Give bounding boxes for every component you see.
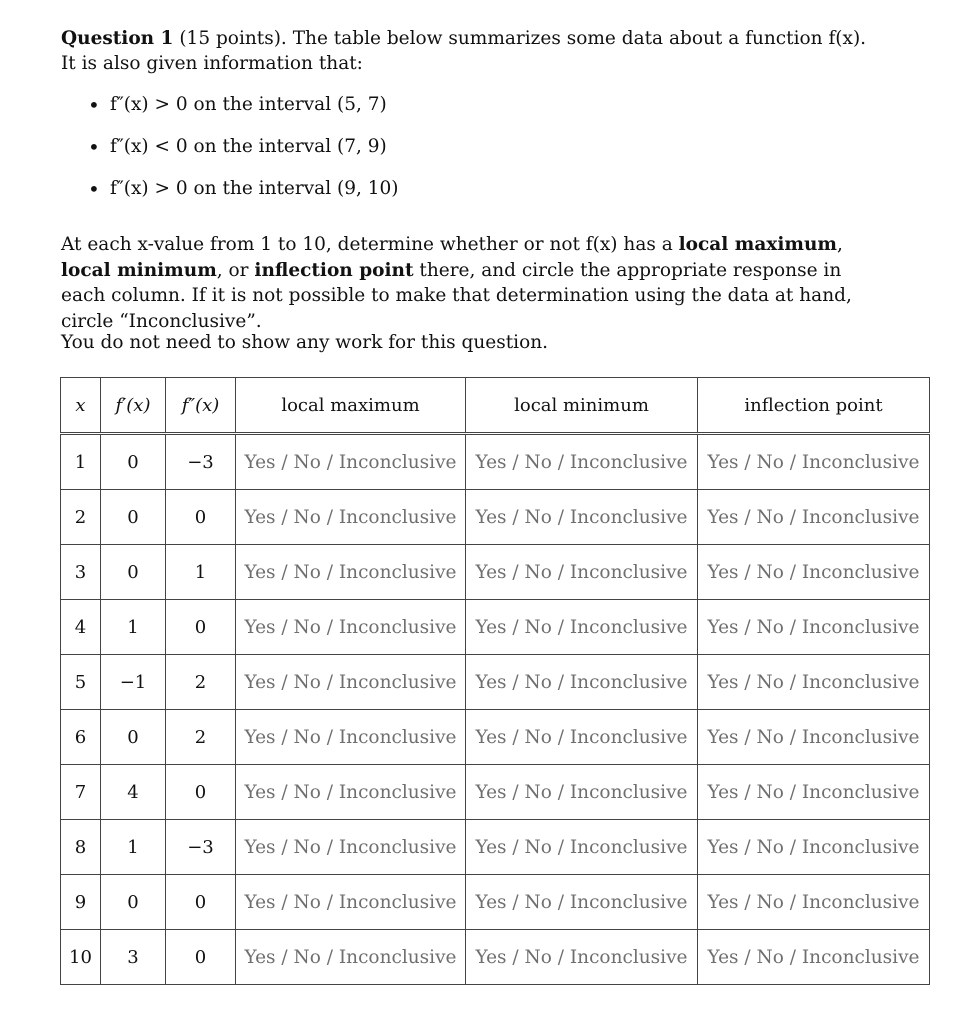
cell-x: 6: [61, 710, 101, 765]
cell-fprime: 1: [101, 820, 166, 875]
table-row: [61, 875, 930, 930]
choice-local-maximum[interactable]: Yes / No / Inconclusive: [236, 545, 466, 600]
instructions-sep2: , or: [216, 259, 249, 281]
instructions-bold-local-min: local minimum: [61, 259, 217, 281]
choice-local-maximum[interactable]: Yes / No / Inconclusive: [236, 434, 466, 490]
table-header-row: [61, 378, 930, 434]
instructions-bold-inflection: inflection point: [254, 259, 414, 281]
question-intro: The table below summarizes some data about a function f(x). It is also given information that:: [61, 28, 867, 74]
instructions-part1: At each x-value from 1 to 10, determine whether or not f(x) has a: [61, 234, 673, 255]
header-x: x: [61, 378, 101, 434]
condition-item: [88, 134, 399, 176]
cell-fdoubleprime: 0: [166, 490, 236, 545]
table-row: [61, 434, 930, 490]
cell-fprime: 0: [101, 545, 166, 600]
choice-local-maximum[interactable]: Yes / No / Inconclusive: [236, 600, 466, 655]
cell-fprime: −1: [101, 655, 166, 710]
header-fprime: f′(x): [101, 378, 166, 434]
choice-local-maximum[interactable]: Yes / No / Inconclusive: [236, 765, 466, 820]
choice-inflection-point[interactable]: Yes / No / Inconclusive: [698, 655, 930, 710]
cell-fprime: 1: [101, 600, 166, 655]
cell-x: 2: [61, 490, 101, 545]
cell-fdoubleprime: 0: [166, 930, 236, 985]
choice-inflection-point[interactable]: Yes / No / Inconclusive: [698, 490, 930, 545]
choice-local-maximum[interactable]: Yes / No / Inconclusive: [236, 930, 466, 985]
cell-fdoubleprime: 0: [166, 765, 236, 820]
cell-fdoubleprime: 1: [166, 545, 236, 600]
cell-x: 1: [61, 434, 101, 490]
choice-inflection-point[interactable]: Yes / No / Inconclusive: [698, 765, 930, 820]
cell-fdoubleprime: 0: [166, 600, 236, 655]
choice-local-minimum[interactable]: Yes / No / Inconclusive: [466, 765, 698, 820]
table-row: [61, 765, 930, 820]
cell-fdoubleprime: 2: [166, 710, 236, 765]
table-row: [61, 545, 930, 600]
question-label: Question 1: [61, 28, 174, 49]
instructions-sep1: ,: [836, 234, 843, 255]
header-local-minimum: local minimum: [466, 378, 698, 434]
table-row: [61, 930, 930, 985]
choice-local-maximum[interactable]: Yes / No / Inconclusive: [236, 875, 466, 930]
cell-fdoubleprime: −3: [166, 434, 236, 490]
choice-inflection-point[interactable]: Yes / No / Inconclusive: [698, 600, 930, 655]
cell-fdoubleprime: 0: [166, 875, 236, 930]
cell-fdoubleprime: 2: [166, 655, 236, 710]
choice-local-maximum[interactable]: Yes / No / Inconclusive: [236, 710, 466, 765]
cell-fprime: 0: [101, 490, 166, 545]
question-header: [61, 26, 871, 76]
table-row: [61, 710, 930, 765]
cell-fprime: 0: [101, 434, 166, 490]
instructions-part2: there, and circle the appropriate response in each column. If it is not possible to make that determination using the data at hand, circle “Inconclusive”.: [61, 259, 852, 332]
cell-x: 3: [61, 545, 101, 600]
condition-item: [88, 92, 399, 134]
choice-local-minimum[interactable]: Yes / No / Inconclusive: [466, 820, 698, 875]
choice-local-minimum[interactable]: Yes / No / Inconclusive: [466, 545, 698, 600]
cell-x: 7: [61, 765, 101, 820]
choice-local-minimum[interactable]: Yes / No / Inconclusive: [466, 655, 698, 710]
choice-inflection-point[interactable]: Yes / No / Inconclusive: [698, 875, 930, 930]
table-body: [61, 434, 930, 985]
header-inflection-point: inflection point: [698, 378, 930, 434]
cell-fprime: 4: [101, 765, 166, 820]
condition-item: [88, 176, 399, 218]
choice-local-minimum[interactable]: Yes / No / Inconclusive: [466, 930, 698, 985]
data-table: [60, 377, 930, 985]
choice-local-maximum[interactable]: Yes / No / Inconclusive: [236, 655, 466, 710]
conditions-list: [88, 92, 399, 218]
cell-x: 4: [61, 600, 101, 655]
choice-inflection-point[interactable]: Yes / No / Inconclusive: [698, 545, 930, 600]
cell-x: 8: [61, 820, 101, 875]
header-fdoubleprime: f″(x): [166, 378, 236, 434]
condition-text: f″(x) < 0 on the interval (7, 9): [110, 136, 387, 157]
header-local-maximum: local maximum: [236, 378, 466, 434]
cell-x: 10: [61, 930, 101, 985]
instructions-paragraph: [61, 232, 876, 334]
cell-fprime: 0: [101, 875, 166, 930]
choice-local-minimum[interactable]: Yes / No / Inconclusive: [466, 490, 698, 545]
cell-x: 5: [61, 655, 101, 710]
choice-inflection-point[interactable]: Yes / No / Inconclusive: [698, 930, 930, 985]
condition-text: f″(x) > 0 on the interval (5, 7): [110, 94, 387, 115]
question-points: (15 points).: [179, 28, 287, 49]
cell-x: 9: [61, 875, 101, 930]
choice-local-maximum[interactable]: Yes / No / Inconclusive: [236, 820, 466, 875]
table-row: [61, 820, 930, 875]
table-row: [61, 655, 930, 710]
instructions-bold-local-max: local maximum: [678, 234, 837, 255]
cell-fdoubleprime: −3: [166, 820, 236, 875]
choice-inflection-point[interactable]: Yes / No / Inconclusive: [698, 434, 930, 490]
table-row: [61, 490, 930, 545]
work-note: You do not need to show any work for this question.: [61, 332, 549, 353]
choice-local-minimum[interactable]: Yes / No / Inconclusive: [466, 710, 698, 765]
choice-inflection-point[interactable]: Yes / No / Inconclusive: [698, 820, 930, 875]
condition-text: f″(x) > 0 on the interval (9, 10): [110, 178, 399, 199]
choice-local-minimum[interactable]: Yes / No / Inconclusive: [466, 600, 698, 655]
table-row: [61, 600, 930, 655]
cell-fprime: 0: [101, 710, 166, 765]
choice-local-minimum[interactable]: Yes / No / Inconclusive: [466, 434, 698, 490]
choice-inflection-point[interactable]: Yes / No / Inconclusive: [698, 710, 930, 765]
choice-local-minimum[interactable]: Yes / No / Inconclusive: [466, 875, 698, 930]
cell-fprime: 3: [101, 930, 166, 985]
choice-local-maximum[interactable]: Yes / No / Inconclusive: [236, 490, 466, 545]
